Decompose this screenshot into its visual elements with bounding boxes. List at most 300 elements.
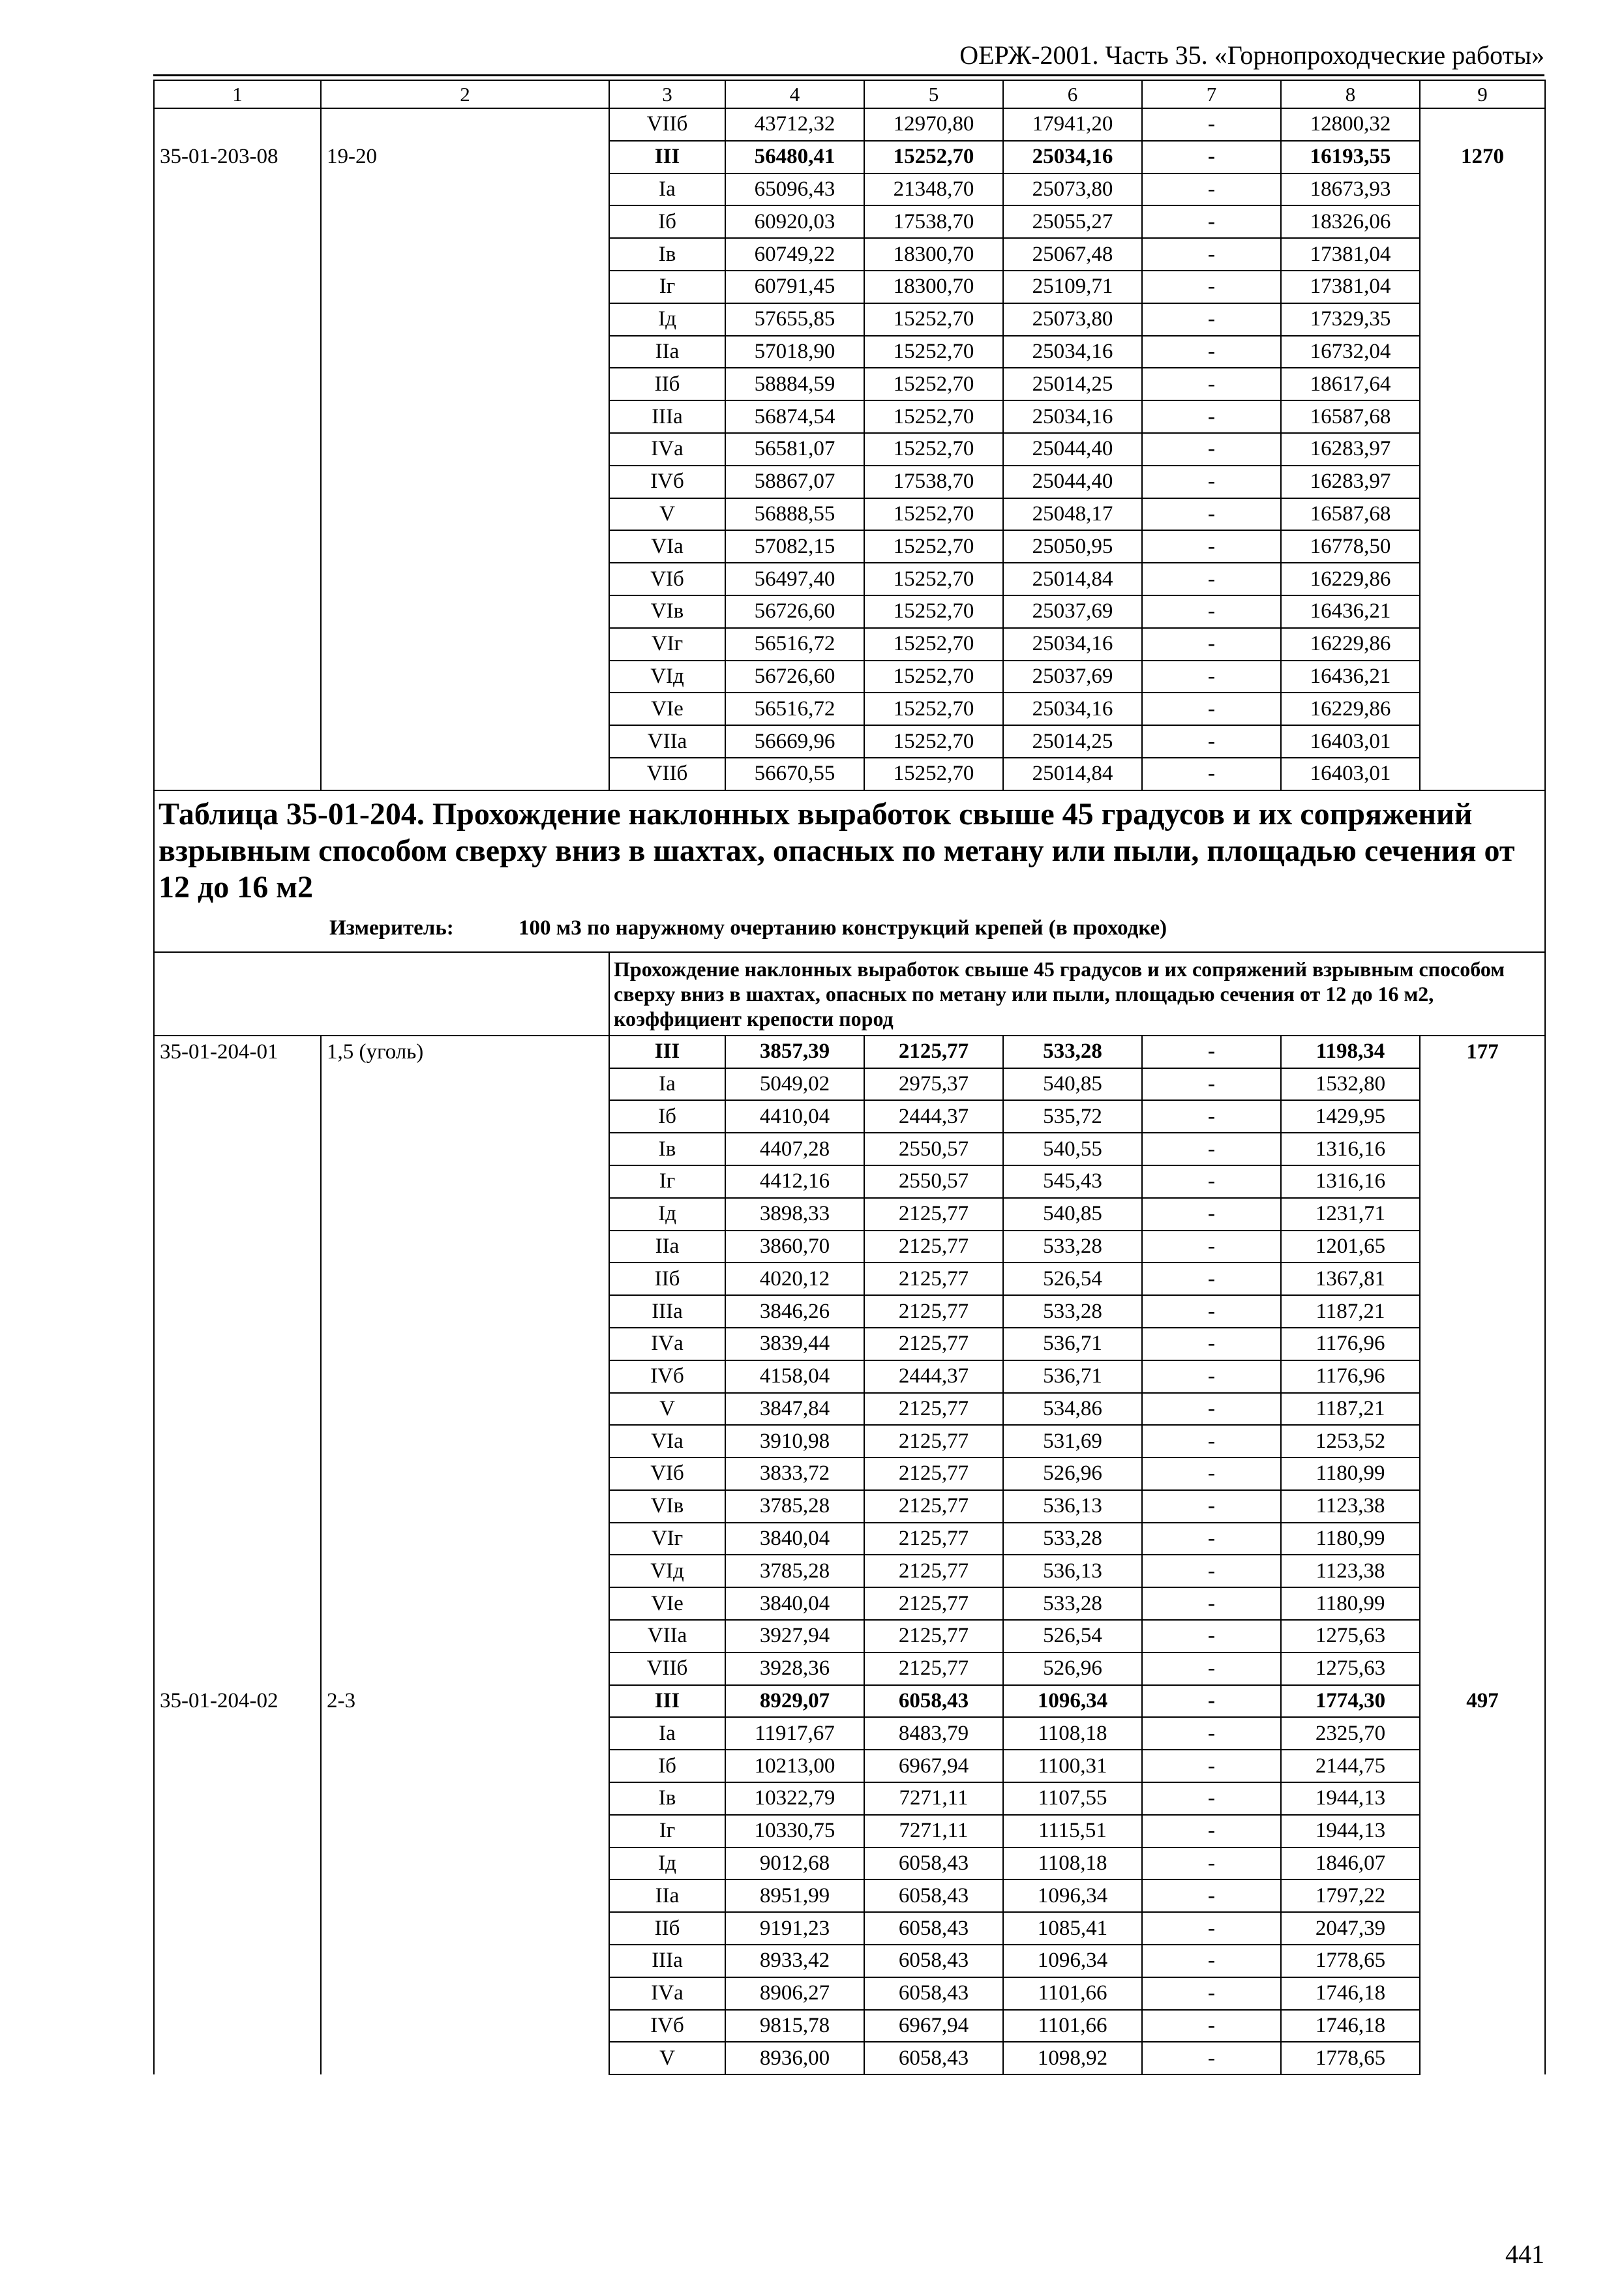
driver-wages: - bbox=[1142, 1620, 1281, 1653]
driver-wages: - bbox=[1142, 1263, 1281, 1295]
territory-key: VIд bbox=[609, 661, 725, 693]
section-description-spacer bbox=[154, 952, 609, 1036]
labor-cost: 15252,70 bbox=[864, 303, 1003, 336]
machine-cost: 533,28 bbox=[1003, 1295, 1142, 1328]
col-number: 6 bbox=[1003, 80, 1142, 108]
machine-cost: 533,28 bbox=[1003, 1036, 1142, 1068]
total-cost: 56726,60 bbox=[725, 595, 864, 628]
measure-label: Измеритель: bbox=[329, 916, 454, 940]
driver-wages: - bbox=[1142, 1555, 1281, 1587]
col-number: 7 bbox=[1142, 80, 1281, 108]
machine-cost: 526,96 bbox=[1003, 1653, 1142, 1685]
machine-cost: 17941,20 bbox=[1003, 108, 1142, 141]
total-cost: 56669,96 bbox=[725, 725, 864, 758]
total-cost: 3785,28 bbox=[725, 1490, 864, 1523]
labor-cost: 2125,77 bbox=[864, 1490, 1003, 1523]
material-cost: 1367,81 bbox=[1281, 1263, 1420, 1295]
material-cost: 1180,99 bbox=[1281, 1458, 1420, 1490]
total-cost: 3840,04 bbox=[725, 1523, 864, 1555]
material-cost: 16403,01 bbox=[1281, 758, 1420, 790]
machine-cost: 25073,80 bbox=[1003, 173, 1142, 206]
territory-key: VIе bbox=[609, 1587, 725, 1620]
material-cost: 16229,86 bbox=[1281, 693, 1420, 725]
driver-wages: - bbox=[1142, 595, 1281, 628]
territory-key: IVа bbox=[609, 1977, 725, 2010]
labor-cost: 2125,77 bbox=[864, 1263, 1003, 1295]
driver-wages: - bbox=[1142, 1425, 1281, 1458]
territory-key: VIIб bbox=[609, 1653, 725, 1685]
total-cost: 56581,07 bbox=[725, 433, 864, 466]
machine-cost: 1096,34 bbox=[1003, 1945, 1142, 1977]
labor-cost: 18300,70 bbox=[864, 271, 1003, 303]
labor-cost: 15252,70 bbox=[864, 725, 1003, 758]
driver-wages: - bbox=[1142, 205, 1281, 238]
material-cost: 1275,63 bbox=[1281, 1653, 1420, 1685]
labor-cost: 6058,43 bbox=[864, 1977, 1003, 2010]
labor-cost: 2444,37 bbox=[864, 1100, 1003, 1133]
col-number: 4 bbox=[725, 80, 864, 108]
section-description: Прохождение наклонных выработок свыше 45 градусов и их сопряжений взрывным способом сверху вниз в шахтах, опасных по метану или пыли, площадью сечения от 12 до 16 м2, коэффициент крепости пород bbox=[609, 952, 1545, 1036]
material-cost: 1187,21 bbox=[1281, 1295, 1420, 1328]
material-cost: 17381,04 bbox=[1281, 271, 1420, 303]
driver-wages: - bbox=[1142, 1879, 1281, 1912]
material-cost: 1123,38 bbox=[1281, 1490, 1420, 1523]
total-cost: 3928,36 bbox=[725, 1653, 864, 1685]
labor-cost: 15252,70 bbox=[864, 693, 1003, 725]
driver-wages: - bbox=[1142, 368, 1281, 400]
machine-cost: 1115,51 bbox=[1003, 1815, 1142, 1848]
labor-cost: 6058,43 bbox=[864, 1912, 1003, 1945]
material-cost: 1231,71 bbox=[1281, 1198, 1420, 1231]
machine-cost: 25034,16 bbox=[1003, 336, 1142, 368]
territory-key: VIб bbox=[609, 1458, 725, 1490]
machine-cost: 25048,17 bbox=[1003, 498, 1142, 531]
machine-cost: 25014,25 bbox=[1003, 368, 1142, 400]
total-cost: 3910,98 bbox=[725, 1425, 864, 1458]
total-cost: 4407,28 bbox=[725, 1133, 864, 1165]
machine-cost: 1100,31 bbox=[1003, 1750, 1142, 1782]
territory-key: IIб bbox=[609, 368, 725, 400]
machine-cost: 25037,69 bbox=[1003, 595, 1142, 628]
driver-wages: - bbox=[1142, 1360, 1281, 1393]
machine-cost: 25037,69 bbox=[1003, 661, 1142, 693]
material-cost: 1176,96 bbox=[1281, 1360, 1420, 1393]
material-cost: 17381,04 bbox=[1281, 238, 1420, 271]
driver-wages: - bbox=[1142, 400, 1281, 433]
labor-cost: 15252,70 bbox=[864, 400, 1003, 433]
driver-wages: - bbox=[1142, 303, 1281, 336]
territory-key: IVб bbox=[609, 2010, 725, 2042]
driver-wages: - bbox=[1142, 725, 1281, 758]
machine-cost: 25034,16 bbox=[1003, 628, 1142, 661]
territory-key: IVб bbox=[609, 466, 725, 498]
column-numbers-row bbox=[154, 80, 1545, 108]
territory-key: VIг bbox=[609, 628, 725, 661]
col-number: 2 bbox=[321, 80, 609, 108]
driver-wages: - bbox=[1142, 1523, 1281, 1555]
territory-key: VIIб bbox=[609, 758, 725, 790]
material-cost: 2144,75 bbox=[1281, 1750, 1420, 1782]
driver-wages: - bbox=[1142, 530, 1281, 563]
machine-cost: 1085,41 bbox=[1003, 1912, 1142, 1945]
labor-cost: 15252,70 bbox=[864, 595, 1003, 628]
total-cost: 8929,07 bbox=[725, 1685, 864, 1718]
total-cost: 4412,16 bbox=[725, 1165, 864, 1198]
driver-wages: - bbox=[1142, 1068, 1281, 1101]
territory-key: V bbox=[609, 2042, 725, 2074]
total-cost: 8906,27 bbox=[725, 1977, 864, 2010]
measure-value: 100 м3 по наружному очертанию конструкций крепей (в проходке) bbox=[519, 916, 1167, 940]
machine-cost: 533,28 bbox=[1003, 1587, 1142, 1620]
labor-cost: 2125,77 bbox=[864, 1620, 1003, 1653]
labor-cost: 18300,70 bbox=[864, 238, 1003, 271]
machine-cost: 1108,18 bbox=[1003, 1848, 1142, 1880]
table-row bbox=[154, 1685, 1545, 1718]
territory-key: Iд bbox=[609, 1848, 725, 1880]
total-cost: 8933,42 bbox=[725, 1945, 864, 1977]
material-cost: 1797,22 bbox=[1281, 1879, 1420, 1912]
material-cost: 16403,01 bbox=[1281, 725, 1420, 758]
territory-key: VIб bbox=[609, 563, 725, 595]
labor-cost: 2975,37 bbox=[864, 1068, 1003, 1101]
material-cost: 16778,50 bbox=[1281, 530, 1420, 563]
driver-wages: - bbox=[1142, 1912, 1281, 1945]
rate-parameter: 1,5 (уголь) bbox=[321, 1036, 609, 1685]
rate-parameter bbox=[321, 108, 609, 141]
driver-wages: - bbox=[1142, 1717, 1281, 1750]
machine-cost: 1096,34 bbox=[1003, 1879, 1142, 1912]
material-cost: 1746,18 bbox=[1281, 1977, 1420, 2010]
driver-wages: - bbox=[1142, 1977, 1281, 2010]
table-row bbox=[154, 108, 1545, 141]
driver-wages: - bbox=[1142, 563, 1281, 595]
rate-parameter: 19-20 bbox=[321, 141, 609, 790]
total-cost: 10213,00 bbox=[725, 1750, 864, 1782]
machine-cost: 25050,95 bbox=[1003, 530, 1142, 563]
labor-cost: 2125,77 bbox=[864, 1587, 1003, 1620]
driver-wages: - bbox=[1142, 271, 1281, 303]
material-cost: 1123,38 bbox=[1281, 1555, 1420, 1587]
material-cost: 16436,21 bbox=[1281, 661, 1420, 693]
territory-key: IIа bbox=[609, 336, 725, 368]
total-cost: 9012,68 bbox=[725, 1848, 864, 1880]
machine-cost: 545,43 bbox=[1003, 1165, 1142, 1198]
driver-wages: - bbox=[1142, 1458, 1281, 1490]
labor-cost: 15252,70 bbox=[864, 563, 1003, 595]
material-cost: 16229,86 bbox=[1281, 563, 1420, 595]
territory-key: VIд bbox=[609, 1555, 725, 1587]
total-cost: 3785,28 bbox=[725, 1555, 864, 1587]
machine-cost: 1101,66 bbox=[1003, 1977, 1142, 2010]
labor-hours: 497 bbox=[1420, 1685, 1545, 2075]
driver-wages: - bbox=[1142, 1100, 1281, 1133]
driver-wages: - bbox=[1142, 1750, 1281, 1782]
territory-key: Iб bbox=[609, 205, 725, 238]
driver-wages: - bbox=[1142, 498, 1281, 531]
driver-wages: - bbox=[1142, 1393, 1281, 1426]
labor-cost: 15252,70 bbox=[864, 498, 1003, 531]
material-cost: 17329,35 bbox=[1281, 303, 1420, 336]
territory-key: IVб bbox=[609, 1360, 725, 1393]
machine-cost: 25014,25 bbox=[1003, 725, 1142, 758]
labor-cost: 6058,43 bbox=[864, 2042, 1003, 2074]
total-cost: 57082,15 bbox=[725, 530, 864, 563]
driver-wages: - bbox=[1142, 433, 1281, 466]
driver-wages: - bbox=[1142, 1685, 1281, 1718]
territory-key: VIIа bbox=[609, 1620, 725, 1653]
page-header bbox=[153, 39, 1544, 76]
territory-key: VIв bbox=[609, 595, 725, 628]
labor-cost: 2125,77 bbox=[864, 1555, 1003, 1587]
labor-cost: 2125,77 bbox=[864, 1328, 1003, 1360]
machine-cost: 1098,92 bbox=[1003, 2042, 1142, 2074]
machine-cost: 536,71 bbox=[1003, 1328, 1142, 1360]
labor-cost: 2550,57 bbox=[864, 1133, 1003, 1165]
machine-cost: 1107,55 bbox=[1003, 1782, 1142, 1815]
territory-key: VIа bbox=[609, 530, 725, 563]
col-number: 5 bbox=[864, 80, 1003, 108]
driver-wages: - bbox=[1142, 1165, 1281, 1198]
rates-table bbox=[153, 80, 1546, 2075]
machine-cost: 25014,84 bbox=[1003, 563, 1142, 595]
total-cost: 9815,78 bbox=[725, 2010, 864, 2042]
machine-cost: 1108,18 bbox=[1003, 1717, 1142, 1750]
material-cost: 16732,04 bbox=[1281, 336, 1420, 368]
territory-key: Iв bbox=[609, 238, 725, 271]
material-cost: 16283,97 bbox=[1281, 466, 1420, 498]
driver-wages: - bbox=[1142, 238, 1281, 271]
territory-key: IIб bbox=[609, 1263, 725, 1295]
total-cost: 58884,59 bbox=[725, 368, 864, 400]
labor-cost: 15252,70 bbox=[864, 661, 1003, 693]
total-cost: 43712,32 bbox=[725, 108, 864, 141]
material-cost: 16193,55 bbox=[1281, 141, 1420, 173]
material-cost: 1846,07 bbox=[1281, 1848, 1420, 1880]
machine-cost: 25034,16 bbox=[1003, 400, 1142, 433]
machine-cost: 536,13 bbox=[1003, 1555, 1142, 1587]
driver-wages: - bbox=[1142, 2010, 1281, 2042]
machine-cost: 1096,34 bbox=[1003, 1685, 1142, 1718]
labor-cost: 7271,11 bbox=[864, 1815, 1003, 1848]
machine-cost: 533,28 bbox=[1003, 1523, 1142, 1555]
territory-key: Iг bbox=[609, 271, 725, 303]
labor-cost: 15252,70 bbox=[864, 530, 1003, 563]
total-cost: 3846,26 bbox=[725, 1295, 864, 1328]
material-cost: 1746,18 bbox=[1281, 2010, 1420, 2042]
material-cost: 1316,16 bbox=[1281, 1133, 1420, 1165]
total-cost: 56516,72 bbox=[725, 693, 864, 725]
material-cost: 1316,16 bbox=[1281, 1165, 1420, 1198]
machine-cost: 25073,80 bbox=[1003, 303, 1142, 336]
driver-wages: - bbox=[1142, 336, 1281, 368]
rate-code: 35-01-204-02 bbox=[154, 1685, 321, 2075]
labor-cost: 15252,70 bbox=[864, 141, 1003, 173]
total-cost: 56516,72 bbox=[725, 628, 864, 661]
total-cost: 56670,55 bbox=[725, 758, 864, 790]
labor-cost: 2125,77 bbox=[864, 1198, 1003, 1231]
driver-wages: - bbox=[1142, 108, 1281, 141]
machine-cost: 535,72 bbox=[1003, 1100, 1142, 1133]
labor-cost: 7271,11 bbox=[864, 1782, 1003, 1815]
territory-key: Iв bbox=[609, 1782, 725, 1815]
machine-cost: 25067,48 bbox=[1003, 238, 1142, 271]
material-cost: 1944,13 bbox=[1281, 1815, 1420, 1848]
labor-hours: 177 bbox=[1420, 1036, 1545, 1685]
territory-key: Iд bbox=[609, 1198, 725, 1231]
territory-key: III bbox=[609, 1685, 725, 1718]
table-title-cell bbox=[154, 790, 1545, 952]
machine-cost: 25034,16 bbox=[1003, 141, 1142, 173]
material-cost: 1532,80 bbox=[1281, 1068, 1420, 1101]
machine-cost: 533,28 bbox=[1003, 1231, 1142, 1263]
territory-key: IIIа bbox=[609, 400, 725, 433]
material-cost: 16229,86 bbox=[1281, 628, 1420, 661]
machine-cost: 536,13 bbox=[1003, 1490, 1142, 1523]
driver-wages: - bbox=[1142, 1587, 1281, 1620]
labor-cost: 6967,94 bbox=[864, 2010, 1003, 2042]
total-cost: 4020,12 bbox=[725, 1263, 864, 1295]
section-description-row bbox=[154, 952, 1545, 1036]
table-row bbox=[154, 141, 1545, 173]
territory-key: Iд bbox=[609, 303, 725, 336]
driver-wages: - bbox=[1142, 1231, 1281, 1263]
labor-cost: 2125,77 bbox=[864, 1653, 1003, 1685]
machine-cost: 534,86 bbox=[1003, 1393, 1142, 1426]
material-cost: 2047,39 bbox=[1281, 1912, 1420, 1945]
labor-cost: 12970,80 bbox=[864, 108, 1003, 141]
material-cost: 1201,65 bbox=[1281, 1231, 1420, 1263]
rate-code: 35-01-203-08 bbox=[154, 141, 321, 790]
material-cost: 16587,68 bbox=[1281, 400, 1420, 433]
material-cost: 1944,13 bbox=[1281, 1782, 1420, 1815]
machine-cost: 25044,40 bbox=[1003, 433, 1142, 466]
material-cost: 1198,34 bbox=[1281, 1036, 1420, 1068]
total-cost: 8951,99 bbox=[725, 1879, 864, 1912]
driver-wages: - bbox=[1142, 1036, 1281, 1068]
machine-cost: 526,54 bbox=[1003, 1263, 1142, 1295]
total-cost: 57018,90 bbox=[725, 336, 864, 368]
material-cost: 18617,64 bbox=[1281, 368, 1420, 400]
labor-cost: 6058,43 bbox=[864, 1848, 1003, 1880]
territory-key: V bbox=[609, 498, 725, 531]
driver-wages: - bbox=[1142, 466, 1281, 498]
total-cost: 8936,00 bbox=[725, 2042, 864, 2074]
total-cost: 9191,23 bbox=[725, 1912, 864, 1945]
machine-cost: 25014,84 bbox=[1003, 758, 1142, 790]
labor-cost: 15252,70 bbox=[864, 368, 1003, 400]
labor-hours: 1270 bbox=[1420, 141, 1545, 790]
driver-wages: - bbox=[1142, 173, 1281, 206]
total-cost: 5049,02 bbox=[725, 1068, 864, 1101]
territory-key: VIIб bbox=[609, 108, 725, 141]
rate-parameter: 2-3 bbox=[321, 1685, 609, 2075]
total-cost: 3898,33 bbox=[725, 1198, 864, 1231]
territory-key: III bbox=[609, 141, 725, 173]
material-cost: 16587,68 bbox=[1281, 498, 1420, 531]
machine-cost: 25044,40 bbox=[1003, 466, 1142, 498]
material-cost: 1778,65 bbox=[1281, 1945, 1420, 1977]
labor-cost: 6058,43 bbox=[864, 1945, 1003, 1977]
territory-key: III bbox=[609, 1036, 725, 1068]
col-number: 9 bbox=[1420, 80, 1545, 108]
total-cost: 11917,67 bbox=[725, 1717, 864, 1750]
material-cost: 2325,70 bbox=[1281, 1717, 1420, 1750]
labor-cost: 2444,37 bbox=[864, 1360, 1003, 1393]
driver-wages: - bbox=[1142, 661, 1281, 693]
territory-key: Iа bbox=[609, 173, 725, 206]
table-title-row bbox=[154, 790, 1545, 952]
material-cost: 1275,63 bbox=[1281, 1620, 1420, 1653]
total-cost: 3840,04 bbox=[725, 1587, 864, 1620]
material-cost: 12800,32 bbox=[1281, 108, 1420, 141]
driver-wages: - bbox=[1142, 693, 1281, 725]
territory-key: IVа bbox=[609, 433, 725, 466]
labor-cost: 2125,77 bbox=[864, 1425, 1003, 1458]
territory-key: VIв bbox=[609, 1490, 725, 1523]
labor-cost: 2125,77 bbox=[864, 1036, 1003, 1068]
territory-key: Iб bbox=[609, 1100, 725, 1133]
total-cost: 3839,44 bbox=[725, 1328, 864, 1360]
labor-cost: 15252,70 bbox=[864, 336, 1003, 368]
machine-cost: 531,69 bbox=[1003, 1425, 1142, 1458]
labor-cost: 2125,77 bbox=[864, 1295, 1003, 1328]
driver-wages: - bbox=[1142, 1198, 1281, 1231]
driver-wages: - bbox=[1142, 758, 1281, 790]
territory-key: Iг bbox=[609, 1165, 725, 1198]
material-cost: 1429,95 bbox=[1281, 1100, 1420, 1133]
material-cost: 1187,21 bbox=[1281, 1393, 1420, 1426]
material-cost: 16436,21 bbox=[1281, 595, 1420, 628]
rate-code: 35-01-204-01 bbox=[154, 1036, 321, 1685]
machine-cost: 1101,66 bbox=[1003, 2010, 1142, 2042]
driver-wages: - bbox=[1142, 1133, 1281, 1165]
material-cost: 16283,97 bbox=[1281, 433, 1420, 466]
machine-cost: 25055,27 bbox=[1003, 205, 1142, 238]
machine-cost: 540,85 bbox=[1003, 1198, 1142, 1231]
territory-key: Iб bbox=[609, 1750, 725, 1782]
labor-cost: 15252,70 bbox=[864, 628, 1003, 661]
total-cost: 56480,41 bbox=[725, 141, 864, 173]
labor-hours bbox=[1420, 108, 1545, 141]
header-title: ОЕРЖ-2001. Часть 35. «Горнопроходческие работы» bbox=[959, 40, 1544, 70]
territory-key: VIе bbox=[609, 693, 725, 725]
territory-key: V bbox=[609, 1393, 725, 1426]
page-number: 441 bbox=[1505, 2239, 1544, 2269]
labor-cost: 2125,77 bbox=[864, 1231, 1003, 1263]
labor-cost: 17538,70 bbox=[864, 205, 1003, 238]
machine-cost: 540,85 bbox=[1003, 1068, 1142, 1101]
labor-cost: 6058,43 bbox=[864, 1879, 1003, 1912]
total-cost: 56726,60 bbox=[725, 661, 864, 693]
driver-wages: - bbox=[1142, 1815, 1281, 1848]
total-cost: 56888,55 bbox=[725, 498, 864, 531]
labor-cost: 2125,77 bbox=[864, 1458, 1003, 1490]
driver-wages: - bbox=[1142, 628, 1281, 661]
material-cost: 18673,93 bbox=[1281, 173, 1420, 206]
driver-wages: - bbox=[1142, 1490, 1281, 1523]
total-cost: 3847,84 bbox=[725, 1393, 864, 1426]
driver-wages: - bbox=[1142, 1328, 1281, 1360]
territory-key: VIIа bbox=[609, 725, 725, 758]
territory-key: IIIа bbox=[609, 1295, 725, 1328]
material-cost: 1176,96 bbox=[1281, 1328, 1420, 1360]
territory-key: Iа bbox=[609, 1717, 725, 1750]
labor-cost: 8483,79 bbox=[864, 1717, 1003, 1750]
territory-key: Iа bbox=[609, 1068, 725, 1101]
driver-wages: - bbox=[1142, 1848, 1281, 1880]
total-cost: 3857,39 bbox=[725, 1036, 864, 1068]
machine-cost: 526,96 bbox=[1003, 1458, 1142, 1490]
